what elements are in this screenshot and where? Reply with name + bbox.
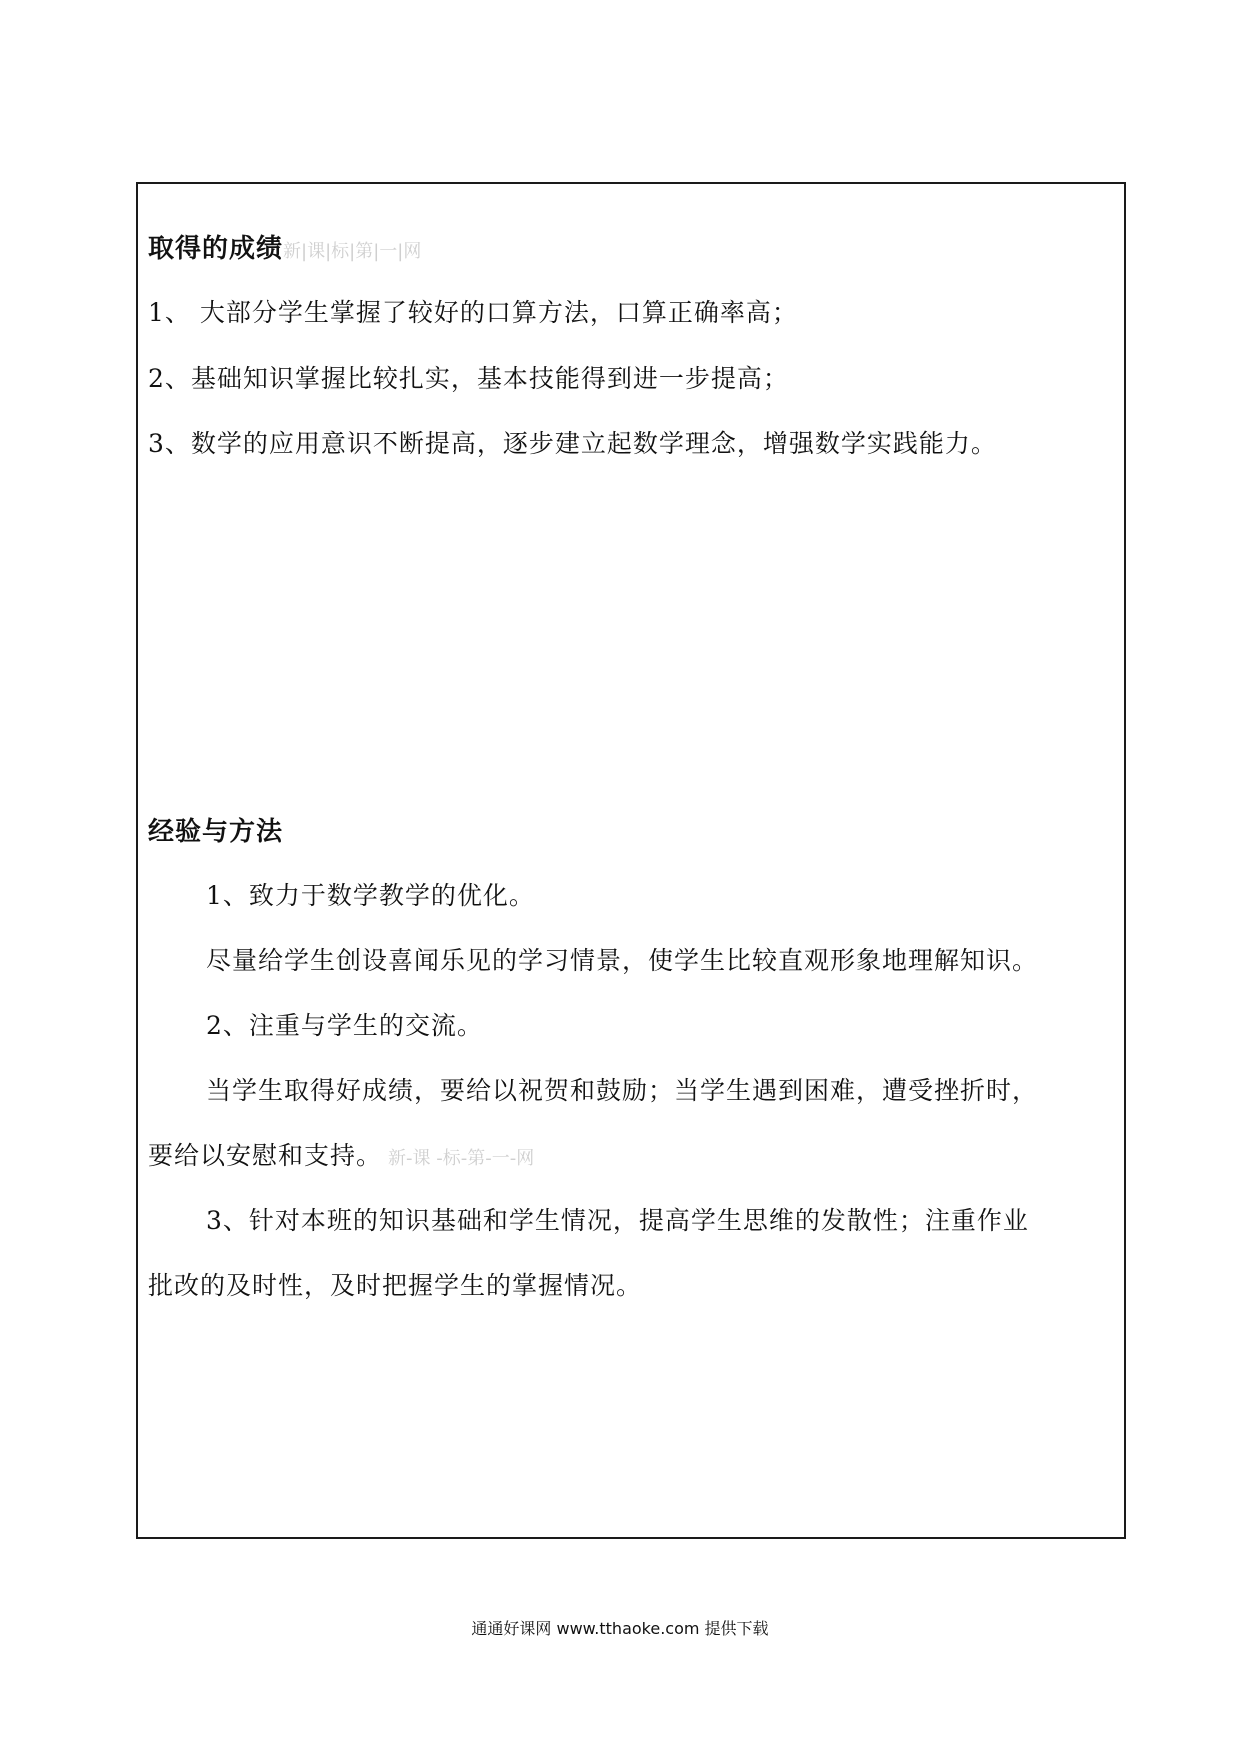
- method-paragraph-4-line-2: [148, 1141, 534, 1174]
- achievement-item-3: 3、数学的应用意识不断提高，逐步建立起数学理念，增强数学实践能力。: [148, 429, 997, 458]
- method-paragraph-5-line-1: 3、针对本班的知识基础和学生情况，提高学生思维的发散性；注重作业: [206, 1206, 1029, 1235]
- method-paragraph-4-line-1: 当学生取得好成绩，要给以祝贺和鼓励；当学生遇到困难，遭受挫折时，: [206, 1076, 1039, 1105]
- achievement-item-1: 1、 大部分学生掌握了较好的口算方法，口算正确率高；: [148, 298, 798, 327]
- heading-text: 取得的成绩: [148, 234, 284, 264]
- watermark-text: 新|课|标|第|一|网: [283, 241, 422, 262]
- method-paragraph-5-line-2: 批改的及时性，及时把握学生的掌握情况。: [148, 1271, 643, 1300]
- method-paragraph-2: 尽量给学生创设喜闻乐见的学习情景，使学生比较直观形象地理解知识。: [206, 946, 1039, 975]
- watermark-text: 新-课 -标-第-一-网: [388, 1148, 535, 1169]
- section-heading-methods: 经验与方法: [148, 817, 284, 847]
- method-paragraph-3: 2、注重与学生的交流。: [206, 1011, 483, 1040]
- page-footer: 通通好课网 www.tthaoke.com 提供下载: [471, 1619, 769, 1638]
- section-heading-achievements: [148, 233, 421, 268]
- achievement-item-2: 2、基础知识掌握比较扎实，基本技能得到进一步提高；: [148, 364, 789, 393]
- paragraph-text: 要给以安慰和支持。: [148, 1141, 383, 1170]
- method-paragraph-1: 1、致力于数学教学的优化。: [206, 881, 535, 910]
